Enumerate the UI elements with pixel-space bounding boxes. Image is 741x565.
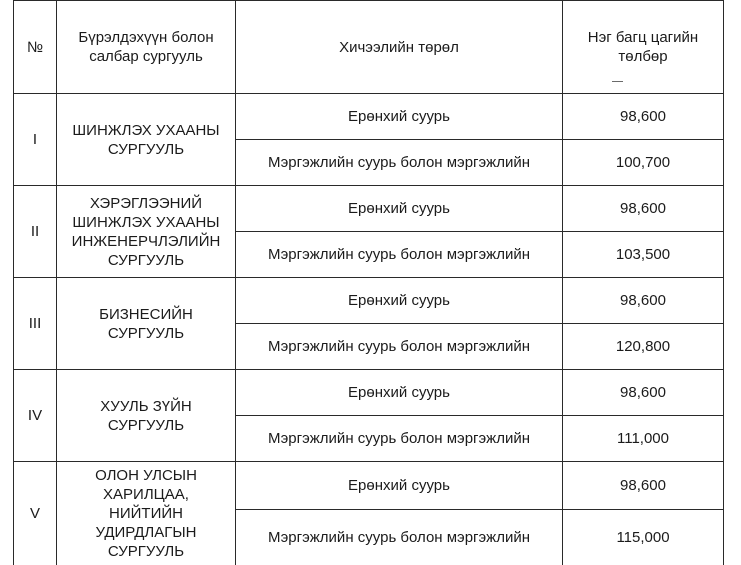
fee-cell: 98,600 xyxy=(563,462,724,510)
school-name-cell xyxy=(57,94,236,186)
row-number: V xyxy=(14,462,57,565)
course-type-cell: Ерөнхий суурь xyxy=(236,186,563,232)
school-name-cell xyxy=(57,278,236,370)
school-name: ХУУЛЬ ЗҮЙН СУРГУУЛЬ xyxy=(100,397,192,434)
course-type-cell: Мэргэжлийн суурь болон мэргэжлийн xyxy=(236,232,563,278)
table-row xyxy=(14,278,724,324)
fee-cell: 111,000 xyxy=(563,416,724,462)
fee-cell: 115,000 xyxy=(563,510,724,565)
pen-mark xyxy=(612,81,623,82)
course-type-cell: Ерөнхий суурь xyxy=(236,278,563,324)
school-name: ШИНЖЛЭХ УХААНЫ СУРГУУЛЬ xyxy=(72,121,220,158)
fee-cell: 98,600 xyxy=(563,370,724,416)
course-type-cell: Ерөнхий суурь xyxy=(236,94,563,140)
row-number: II xyxy=(14,186,57,278)
table-row xyxy=(14,186,724,232)
fee-cell: 100,700 xyxy=(563,140,724,186)
fee-cell: 98,600 xyxy=(563,94,724,140)
table-header-row xyxy=(14,1,724,94)
table-row xyxy=(14,370,724,416)
course-type-cell: Мэргэжлийн суурь болон мэргэжлийн xyxy=(236,510,563,565)
row-number: IV xyxy=(14,370,57,462)
school-name: ХЭРЭГЛЭЭНИЙ ШИНЖЛЭХ УХААНЫ ИНЖЕНЕРЧЛЭЛИЙН СУРГУУЛЬ xyxy=(71,194,221,269)
row-number: I xyxy=(14,94,57,186)
header-school: Бүрэлдэхүүн болон салбар сургууль xyxy=(57,1,236,94)
school-name: ОЛОН УЛСЫН ХАРИЛЦАА, НИЙТИЙН УДИРДЛАГЫН СУРГУУЛЬ xyxy=(95,467,197,560)
school-name-cell xyxy=(57,370,236,462)
tuition-fee-table xyxy=(13,0,724,565)
fee-cell: 98,600 xyxy=(563,186,724,232)
course-type-cell: Ерөнхий суурь xyxy=(236,370,563,416)
row-number: III xyxy=(14,278,57,370)
fee-cell: 98,600 xyxy=(563,278,724,324)
header-number: № xyxy=(14,1,57,94)
course-type-cell: Ерөнхий суурь xyxy=(236,462,563,510)
course-type-cell: Мэргэжлийн суурь болон мэргэжлийн xyxy=(236,416,563,462)
school-name: БИЗНЕСИЙН СУРГУУЛЬ xyxy=(99,305,193,342)
header-fee xyxy=(563,1,724,94)
table-row xyxy=(14,462,724,510)
header-course-type: Хичээлийн төрөл xyxy=(236,1,563,94)
course-type-cell: Мэргэжлийн суурь болон мэргэжлийн xyxy=(236,324,563,370)
table-row xyxy=(14,94,724,140)
fee-cell: 103,500 xyxy=(563,232,724,278)
school-name-cell xyxy=(57,186,236,278)
header-fee-label: Нэг багц цагийн төлбөр xyxy=(587,29,699,65)
school-name-cell xyxy=(57,462,236,565)
course-type-cell: Мэргэжлийн суурь болон мэргэжлийн xyxy=(236,140,563,186)
fee-cell: 120,800 xyxy=(563,324,724,370)
